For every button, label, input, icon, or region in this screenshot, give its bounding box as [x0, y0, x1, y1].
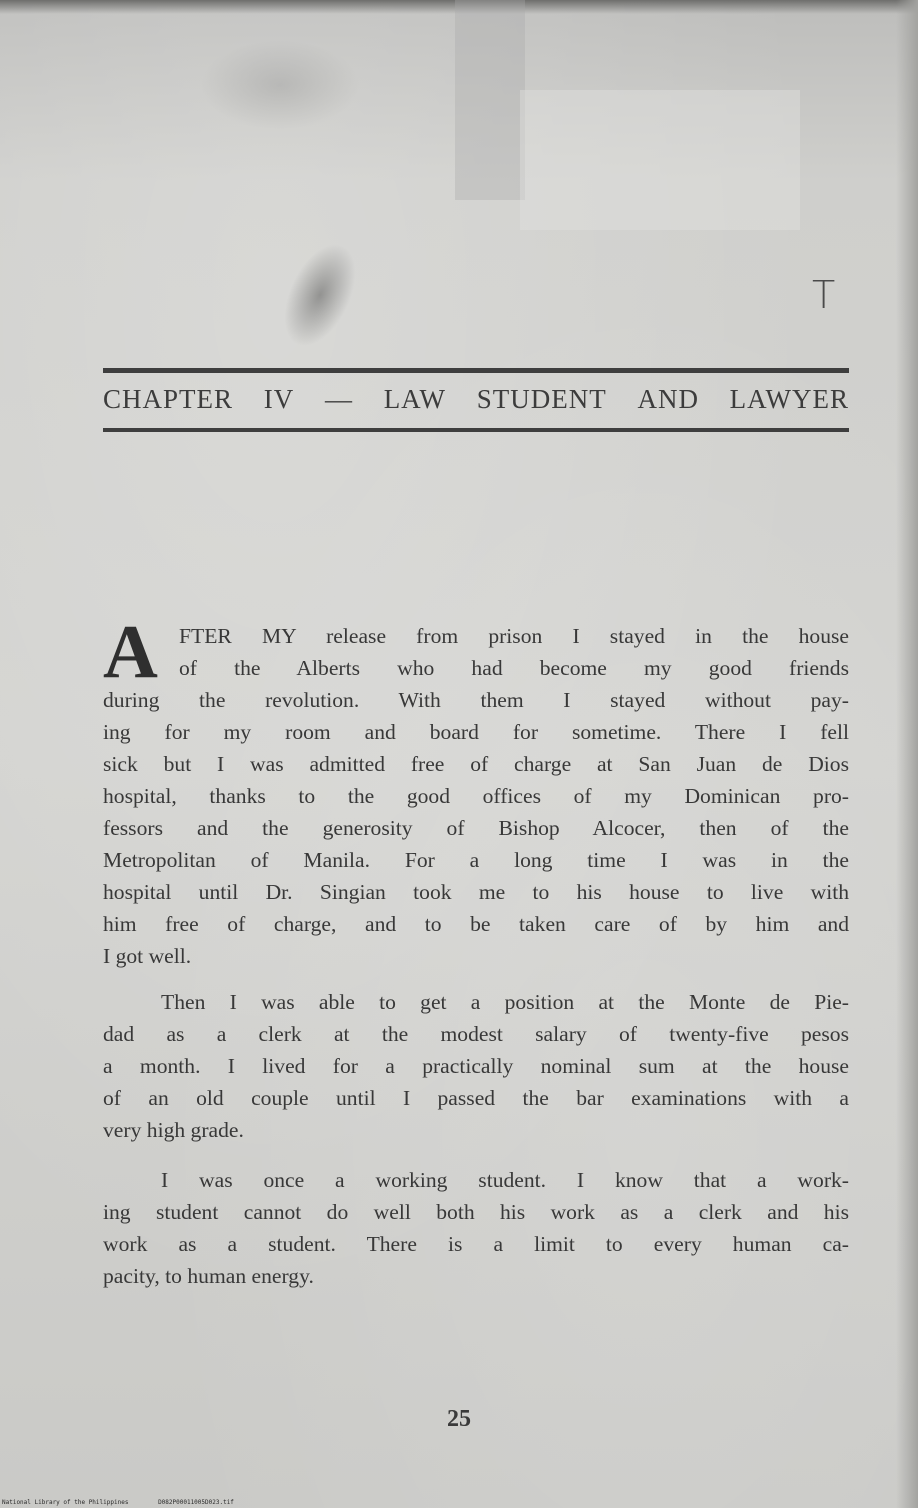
- text-line: a month. I lived for a practically nominal sum at the house: [103, 1054, 849, 1078]
- paragraph-3: [103, 1164, 849, 1292]
- text-line: during the revolution. With them I stayed without pay-: [103, 688, 849, 712]
- heading-word: AND: [637, 384, 699, 414]
- pencil-annotation: T: [812, 273, 836, 317]
- text-line: hospital, thanks to the good offices of my Dominican pro-: [103, 784, 849, 808]
- text-line: pacity, to human energy.: [103, 1264, 314, 1288]
- footer-file-id: D082P00011005D023.tif: [158, 1499, 234, 1506]
- ink-smudge-mark: [270, 232, 371, 357]
- text-line: very high grade.: [103, 1118, 244, 1142]
- text-line: hospital until Dr. Singian took me to his house to live with: [103, 880, 849, 904]
- scan-footer: [2, 1499, 260, 1506]
- text-line: work as a student. There is a limit to every human ca-: [103, 1232, 849, 1256]
- drop-cap: A: [103, 610, 158, 694]
- text-line: dad as a clerk at the modest salary of twenty-five pesos: [103, 1022, 849, 1046]
- text-line: of an old couple until I passed the bar examinations with a: [103, 1086, 849, 1110]
- page-right-edge-shadow: [896, 0, 918, 1508]
- heading-word: LAWYER: [729, 384, 849, 414]
- paragraph-1: [103, 610, 849, 972]
- chapter-heading: [103, 384, 849, 415]
- text-line: him free of charge, and to be taken care of by him and: [103, 912, 849, 936]
- text-line: FTER MY release from prison I stayed in the house: [179, 624, 849, 648]
- footer-library: National Library of the Philippines: [2, 1499, 129, 1506]
- tape-strip-mark: [455, 0, 525, 200]
- text-line: of the Alberts who had become my good friends: [179, 656, 849, 680]
- tape-patch-mark: [520, 90, 800, 230]
- heading-word: IV: [263, 384, 295, 414]
- heading-rule-top: [103, 368, 849, 373]
- heading-word: STUDENT: [476, 384, 607, 414]
- paragraph-2: [103, 986, 849, 1146]
- heading-word: —: [324, 384, 353, 414]
- text-line: I was once a working student. I know that a work-: [161, 1168, 849, 1192]
- text-line: sick but I was admitted free of charge at San Juan de Dios: [103, 752, 849, 776]
- heading-word: CHAPTER: [103, 384, 234, 414]
- page-number: 25: [447, 1406, 471, 1432]
- text-line: I got well.: [103, 944, 192, 968]
- smudge-mark-top: [200, 40, 360, 130]
- text-line: ing student cannot do well both his work as a clerk and his: [103, 1200, 849, 1224]
- text-line: Metropolitan of Manila. For a long time I was in the: [103, 848, 849, 872]
- heading-rule-bottom: [103, 428, 849, 432]
- text-line: ing for my room and board for sometime. There I fell: [103, 720, 849, 744]
- text-line: Then I was able to get a position at the Monte de Pie-: [161, 990, 849, 1014]
- text-line: fessors and the generosity of Bishop Alcocer, then of the: [103, 816, 849, 840]
- heading-word: LAW: [383, 384, 447, 414]
